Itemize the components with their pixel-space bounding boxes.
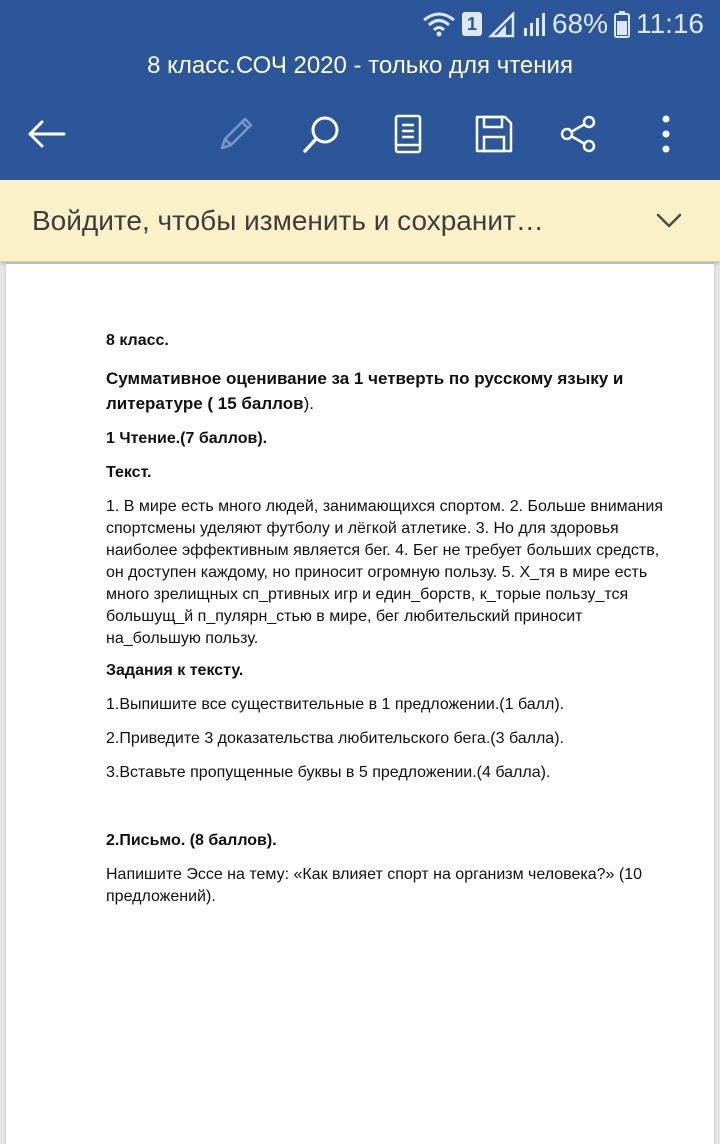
signal-icon bbox=[522, 10, 546, 38]
tasks-heading: Задания к тексту. bbox=[106, 662, 244, 679]
share-button[interactable] bbox=[550, 104, 606, 164]
wifi-icon bbox=[422, 10, 456, 38]
text-label: Текст. bbox=[106, 464, 152, 481]
search-button[interactable] bbox=[294, 104, 350, 164]
sign-in-banner[interactable] bbox=[0, 180, 720, 262]
task-item: 2.Приведите 3 доказательства любительского бега.(3 балла). bbox=[106, 730, 564, 747]
reading-text: 1. В мире есть много людей, занимающихся спортом. 2. Больше внимания спортсмены уделяют футболу и лёгкой атлетике. 3. Но для здоровья наиболее эффективным является бег. 4. Бег не требует больших средств, он доступен каждому, но приносит огромную пользу. 5. Х_тя в мире есть много зрелищных сп_ртивных игр и един_борств, к_торые пользу_тся большущ_й п_пулярн_стью в мире, бег любительский приносит на_большую пользу. bbox=[106, 498, 663, 647]
assessment-heading-end: ). bbox=[303, 394, 314, 413]
spacer bbox=[106, 796, 676, 830]
pencil-icon bbox=[216, 114, 256, 154]
document-page[interactable] bbox=[6, 264, 714, 1144]
section-writing-heading: 2.Письмо. (8 баллов). bbox=[106, 832, 277, 849]
mobile-view-icon bbox=[393, 114, 423, 154]
battery-icon bbox=[614, 10, 630, 38]
assessment-heading-text: Суммативное оценивание за 1 четверть по русскому языку и литературе ( 15 баллов bbox=[106, 369, 624, 413]
status-bar bbox=[422, 0, 720, 48]
grade-heading: 8 класс. bbox=[106, 332, 169, 349]
mobile-view-button[interactable] bbox=[380, 104, 436, 164]
toolbar bbox=[0, 104, 720, 166]
back-button[interactable] bbox=[18, 104, 74, 164]
clock: 11:16 bbox=[636, 8, 704, 39]
more-icon bbox=[661, 114, 671, 154]
section-reading-heading: 1 Чтение.(7 баллов). bbox=[106, 430, 268, 447]
battery-percent: 68% bbox=[551, 8, 608, 39]
task-item: 3.Вставьте пропущенные буквы в 5 предложении.(4 балла). bbox=[106, 764, 551, 781]
save-button[interactable] bbox=[466, 104, 522, 164]
document-content bbox=[106, 330, 676, 908]
back-arrow-icon bbox=[26, 119, 66, 149]
signal-icon bbox=[488, 10, 516, 38]
assessment-heading bbox=[106, 366, 676, 416]
search-icon bbox=[302, 114, 342, 154]
document-title: 8 класс.СОЧ 2020 - только для чтения bbox=[147, 52, 573, 79]
sim-badge: 1 bbox=[462, 12, 482, 36]
save-icon bbox=[474, 114, 514, 154]
more-options-button[interactable] bbox=[638, 104, 694, 164]
task-item: 1.Выпишите все существительные в 1 предложении.(1 балл). bbox=[106, 696, 565, 713]
edit-button[interactable] bbox=[208, 104, 264, 164]
share-icon bbox=[558, 114, 598, 154]
banner-text: Войдите, чтобы изменить и сохранит… bbox=[32, 204, 544, 236]
app-bar bbox=[0, 0, 720, 180]
essay-task: Напишите Эссе на тему: «Как влияет спорт на организм человека?» (10 предложений). bbox=[106, 866, 642, 905]
chevron-down-icon[interactable] bbox=[654, 206, 684, 236]
